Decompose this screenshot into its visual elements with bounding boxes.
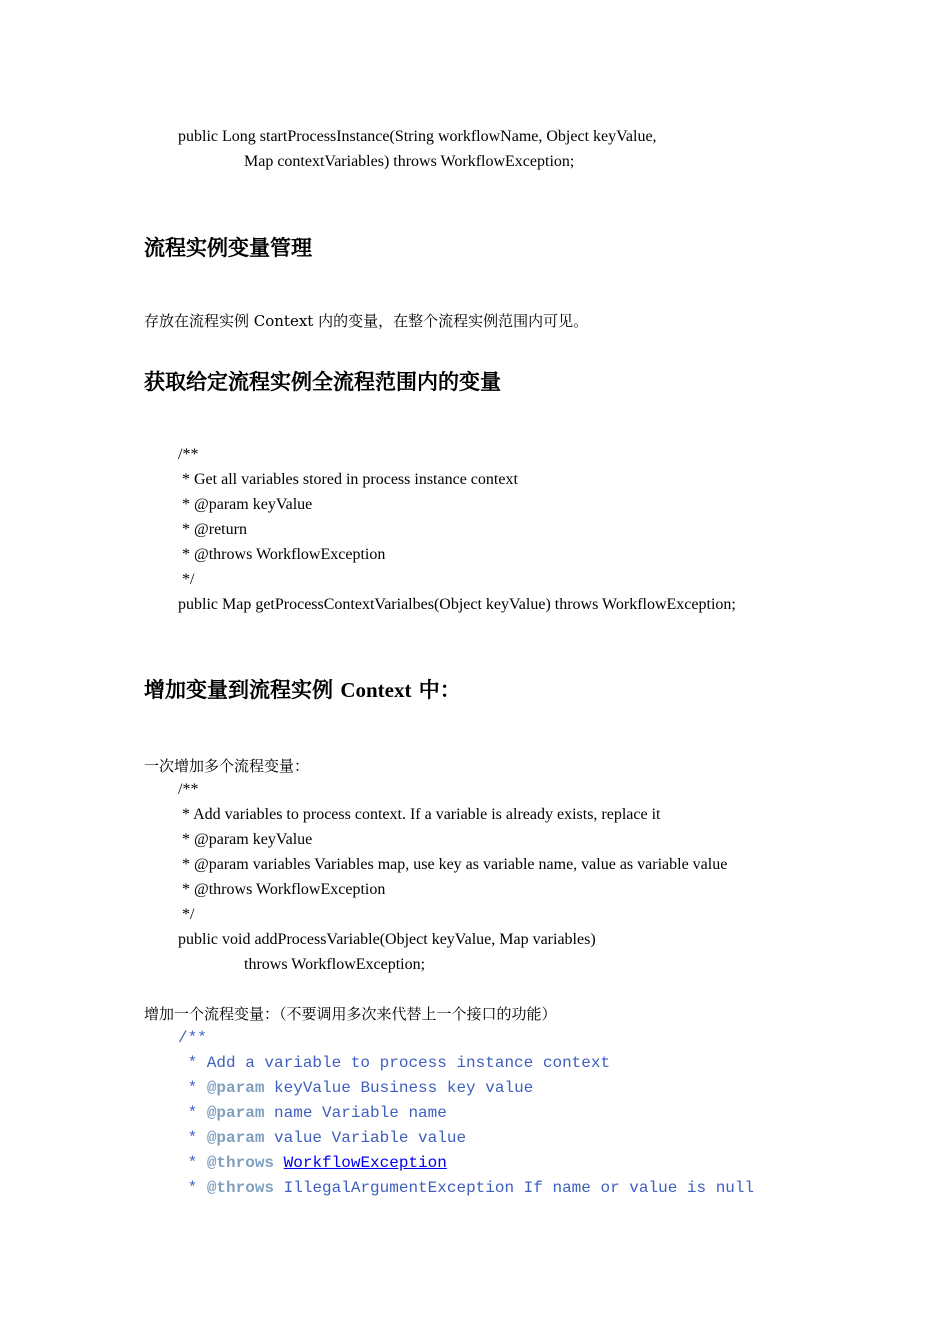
code-line: * @param variables Variables map, use key as variable name, value as variable value — [178, 856, 728, 873]
code-line: Map contextVariables) throws WorkflowException; — [244, 153, 575, 170]
code-line: * @param keyValue — [178, 831, 313, 848]
javadoc-line: * @param name Variable name — [178, 1104, 447, 1122]
code-line: /** — [178, 781, 199, 798]
javadoc-line: /** — [178, 1029, 207, 1047]
code-line: * @throws WorkflowException — [178, 881, 386, 898]
code-line: public void addProcessVariable(Object keyValue, Map variables) — [178, 931, 596, 948]
code-line: */ — [178, 571, 195, 588]
workflow-exception-link[interactable]: WorkflowException — [283, 1154, 447, 1172]
javadoc-line: * @throws WorkflowException — [178, 1154, 447, 1172]
code-line: public Long startProcessInstance(String workflowName, Object keyValue, — [178, 128, 657, 145]
javadoc-line: * @param keyValue Business key value — [178, 1079, 534, 1097]
code-line: * Add variables to process context. If a variable is already exists, replace it — [178, 806, 661, 823]
javadoc-param-tag: @param — [206, 1104, 265, 1122]
javadoc-throws-tag: @throws — [206, 1154, 275, 1172]
code-line: * @return — [178, 521, 247, 538]
code-line: * Get all variables stored in process instance context — [178, 471, 518, 488]
paragraph-description: 存放在流程实例 Context 内的变量，在整个流程实例范围内可见。 — [144, 312, 589, 330]
code-line: */ — [178, 906, 195, 923]
heading-keyword: Context — [340, 678, 412, 702]
javadoc-param-tag: @param — [206, 1079, 265, 1097]
javadoc-param-tag: @param — [206, 1129, 265, 1147]
code-line: public Map getProcessContextVarialbes(Object keyValue) throws WorkflowException; — [178, 596, 736, 613]
heading-prefix: 增加变量到流程实例 — [144, 678, 341, 702]
code-line: /** — [178, 446, 199, 463]
javadoc-line: * Add a variable to process instance context — [178, 1054, 611, 1072]
section-heading-get-variables: 获取给定流程实例全流程范围内的变量 — [144, 370, 501, 394]
section-heading-add-variables — [144, 677, 461, 703]
paragraph-single-label: 增加一个流程变量：（不要调用多次来代替上一个接口的功能） — [144, 1005, 557, 1023]
section-heading-variables: 流程实例变量管理 — [144, 236, 312, 260]
code-line: * @throws WorkflowException — [178, 546, 386, 563]
code-line: * @param keyValue — [178, 496, 313, 513]
javadoc-line: * @param value Variable value — [178, 1129, 467, 1147]
javadoc-line: * @throws IllegalArgumentException If name or value is null — [178, 1179, 755, 1197]
heading-suffix: 中： — [411, 678, 461, 702]
paragraph-multi-label: 一次增加多个流程变量： — [144, 757, 310, 775]
code-line: throws WorkflowException; — [244, 956, 426, 973]
javadoc-throws-tag: @throws — [206, 1179, 275, 1197]
